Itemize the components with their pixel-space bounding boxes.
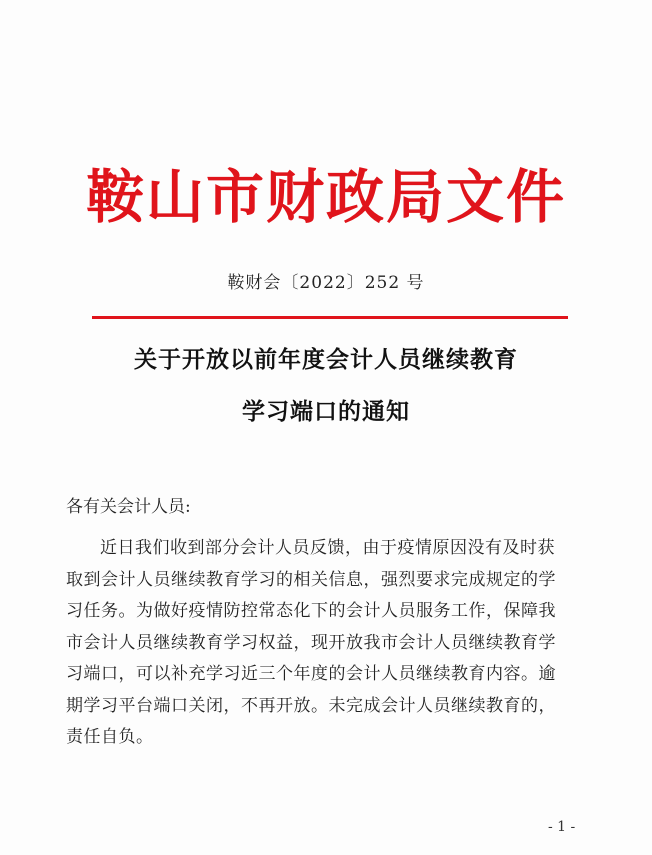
- body-line: 取到会计人员继续教育学习的相关信息，强烈要求完成规定的学: [66, 569, 556, 590]
- salutation: 各有关会计人员:: [66, 497, 191, 517]
- body-line: 习端口，可以补充学习近三个年度的会计人员继续教育内容。逾: [66, 664, 556, 684]
- body-line: 责任自负。: [66, 727, 154, 747]
- notice-title-line-2: 学习端口的通知: [242, 398, 410, 425]
- body-line: 习任务。为做好疫情防控常态化下的会计人员服务工作，保障我: [66, 601, 556, 621]
- issuing-authority-header: 鞍山市财政局文件: [85, 163, 566, 231]
- body-paragraph: [66, 533, 582, 754]
- body-line: 期学习平台端口关闭，不再开放。未完成会计人员继续教育的，: [66, 695, 556, 716]
- page-number: - 1 -: [548, 819, 576, 835]
- notice-title-line-1: 关于开放以前年度会计人员继续教育: [134, 346, 518, 373]
- body-line: 近日我们收到部分会计人员反馈，由于疫情原因没有及时获: [100, 538, 555, 558]
- body-line: 市会计人员继续教育学习权益，现开放我市会计人员继续教育学: [66, 632, 556, 653]
- red-divider-line: [92, 316, 568, 319]
- document-number: 鞍财会〔2022〕252 号: [227, 273, 425, 293]
